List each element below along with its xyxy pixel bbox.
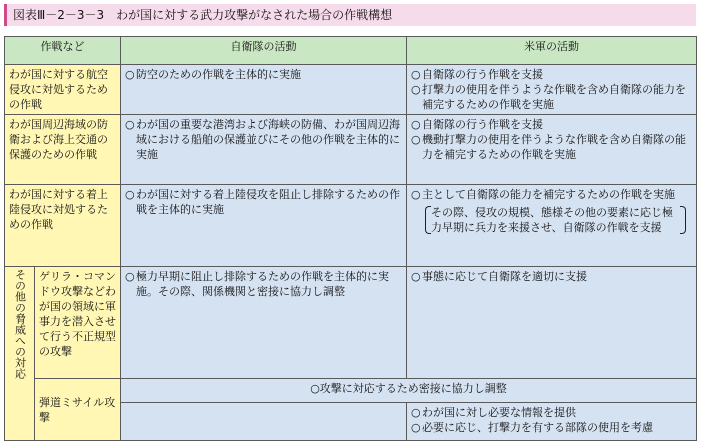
jsdf-landing xyxy=(121,185,407,267)
jsdf-air xyxy=(121,65,407,115)
us-landing xyxy=(407,185,697,267)
op-missile: 弾道ミサイル攻撃 xyxy=(35,379,121,441)
table-row-sea xyxy=(5,115,697,185)
list-item: ○ わが国に対し必要な情報を提供 xyxy=(411,406,576,419)
list-item: ○ 自衛隊の行う作戦を支援 xyxy=(411,118,543,131)
header-jsdf: 自衛隊の活動 xyxy=(121,37,407,65)
op-guerrilla: ゲリラ・コマンドウ攻撃などわが国の領域に軍事力を潜入させて行う不正規型の攻撃 xyxy=(35,267,121,379)
list-item: ○ 防空のための作戦を主体的に実施 xyxy=(125,68,301,81)
figure-title-bar xyxy=(4,4,696,26)
header-operations: 作戦など xyxy=(5,37,121,65)
list-item: ○ 必要に応じ、打撃力を有する部隊の使用を考慮 xyxy=(411,421,653,434)
op-air: わが国に対する航空侵攻に対処するための作戦 xyxy=(5,65,121,115)
list-item: ○ 主として自衛隊の能力を補完するための作戦を実施 xyxy=(411,188,675,201)
table-row-air xyxy=(5,65,697,115)
us-air xyxy=(407,65,697,115)
list-item: ○ 極力早期に阻止し排除するための作戦を主体的に実施。その際、関係機関と密接に協力し調整 xyxy=(125,270,389,298)
table-row-missile-joint xyxy=(5,379,697,403)
list-item: ○ わが国の重要な港湾および海峡の防備、わが国周辺海域における船舶の保護並びにその他の作戦を主体的に実施 xyxy=(125,118,400,161)
list-item: ○ 自衛隊の行う作戦を支援 xyxy=(411,68,543,81)
figure-title: 図表Ⅲ－2－3－3 わが国に対する武力攻撃がなされた場合の作戦構想 xyxy=(13,8,393,22)
bracketed-note: その際、侵攻の規模、態様その他の要素に応じ極力早期に兵力を来援させ、自衛隊の作戦を支援 xyxy=(425,205,686,235)
list-item: ○ 事態に応じて自衛隊を適切に支援 xyxy=(411,270,587,283)
table-row-landing xyxy=(5,185,697,267)
op-sea: わが国周辺海域の防衛および海上交通の保護のための作戦 xyxy=(5,115,121,185)
us-guerrilla xyxy=(407,267,697,379)
us-sea xyxy=(407,115,697,185)
table-row-guerrilla xyxy=(5,267,697,379)
header-us: 米軍の活動 xyxy=(407,37,697,65)
table-header-row xyxy=(5,37,697,65)
jsdf-missile-empty xyxy=(121,403,407,441)
op-landing: わが国に対する着上陸侵攻に対処するための作戦 xyxy=(5,185,121,267)
op-group-other-threats: その他の脅威への対応 xyxy=(5,267,35,441)
jsdf-sea xyxy=(121,115,407,185)
list-item: ○ わが国に対する着上陸侵攻を阻止し排除するための作戦を主体的に実施 xyxy=(125,188,400,216)
missile-joint: ○攻撃に対応するため密接に協力し調整 xyxy=(121,379,697,403)
us-missile xyxy=(407,403,697,441)
jsdf-guerrilla xyxy=(121,267,407,379)
operations-table xyxy=(4,36,697,441)
list-item: ○ 打撃力の使用を伴うような作戦を含め自衛隊の能力を補完するための作戦を実施 xyxy=(411,83,686,111)
list-item: ○ 機動打撃力の使用を伴うような作戦を含め自衛隊の能力を補完するための作戦を実施 xyxy=(411,133,686,161)
